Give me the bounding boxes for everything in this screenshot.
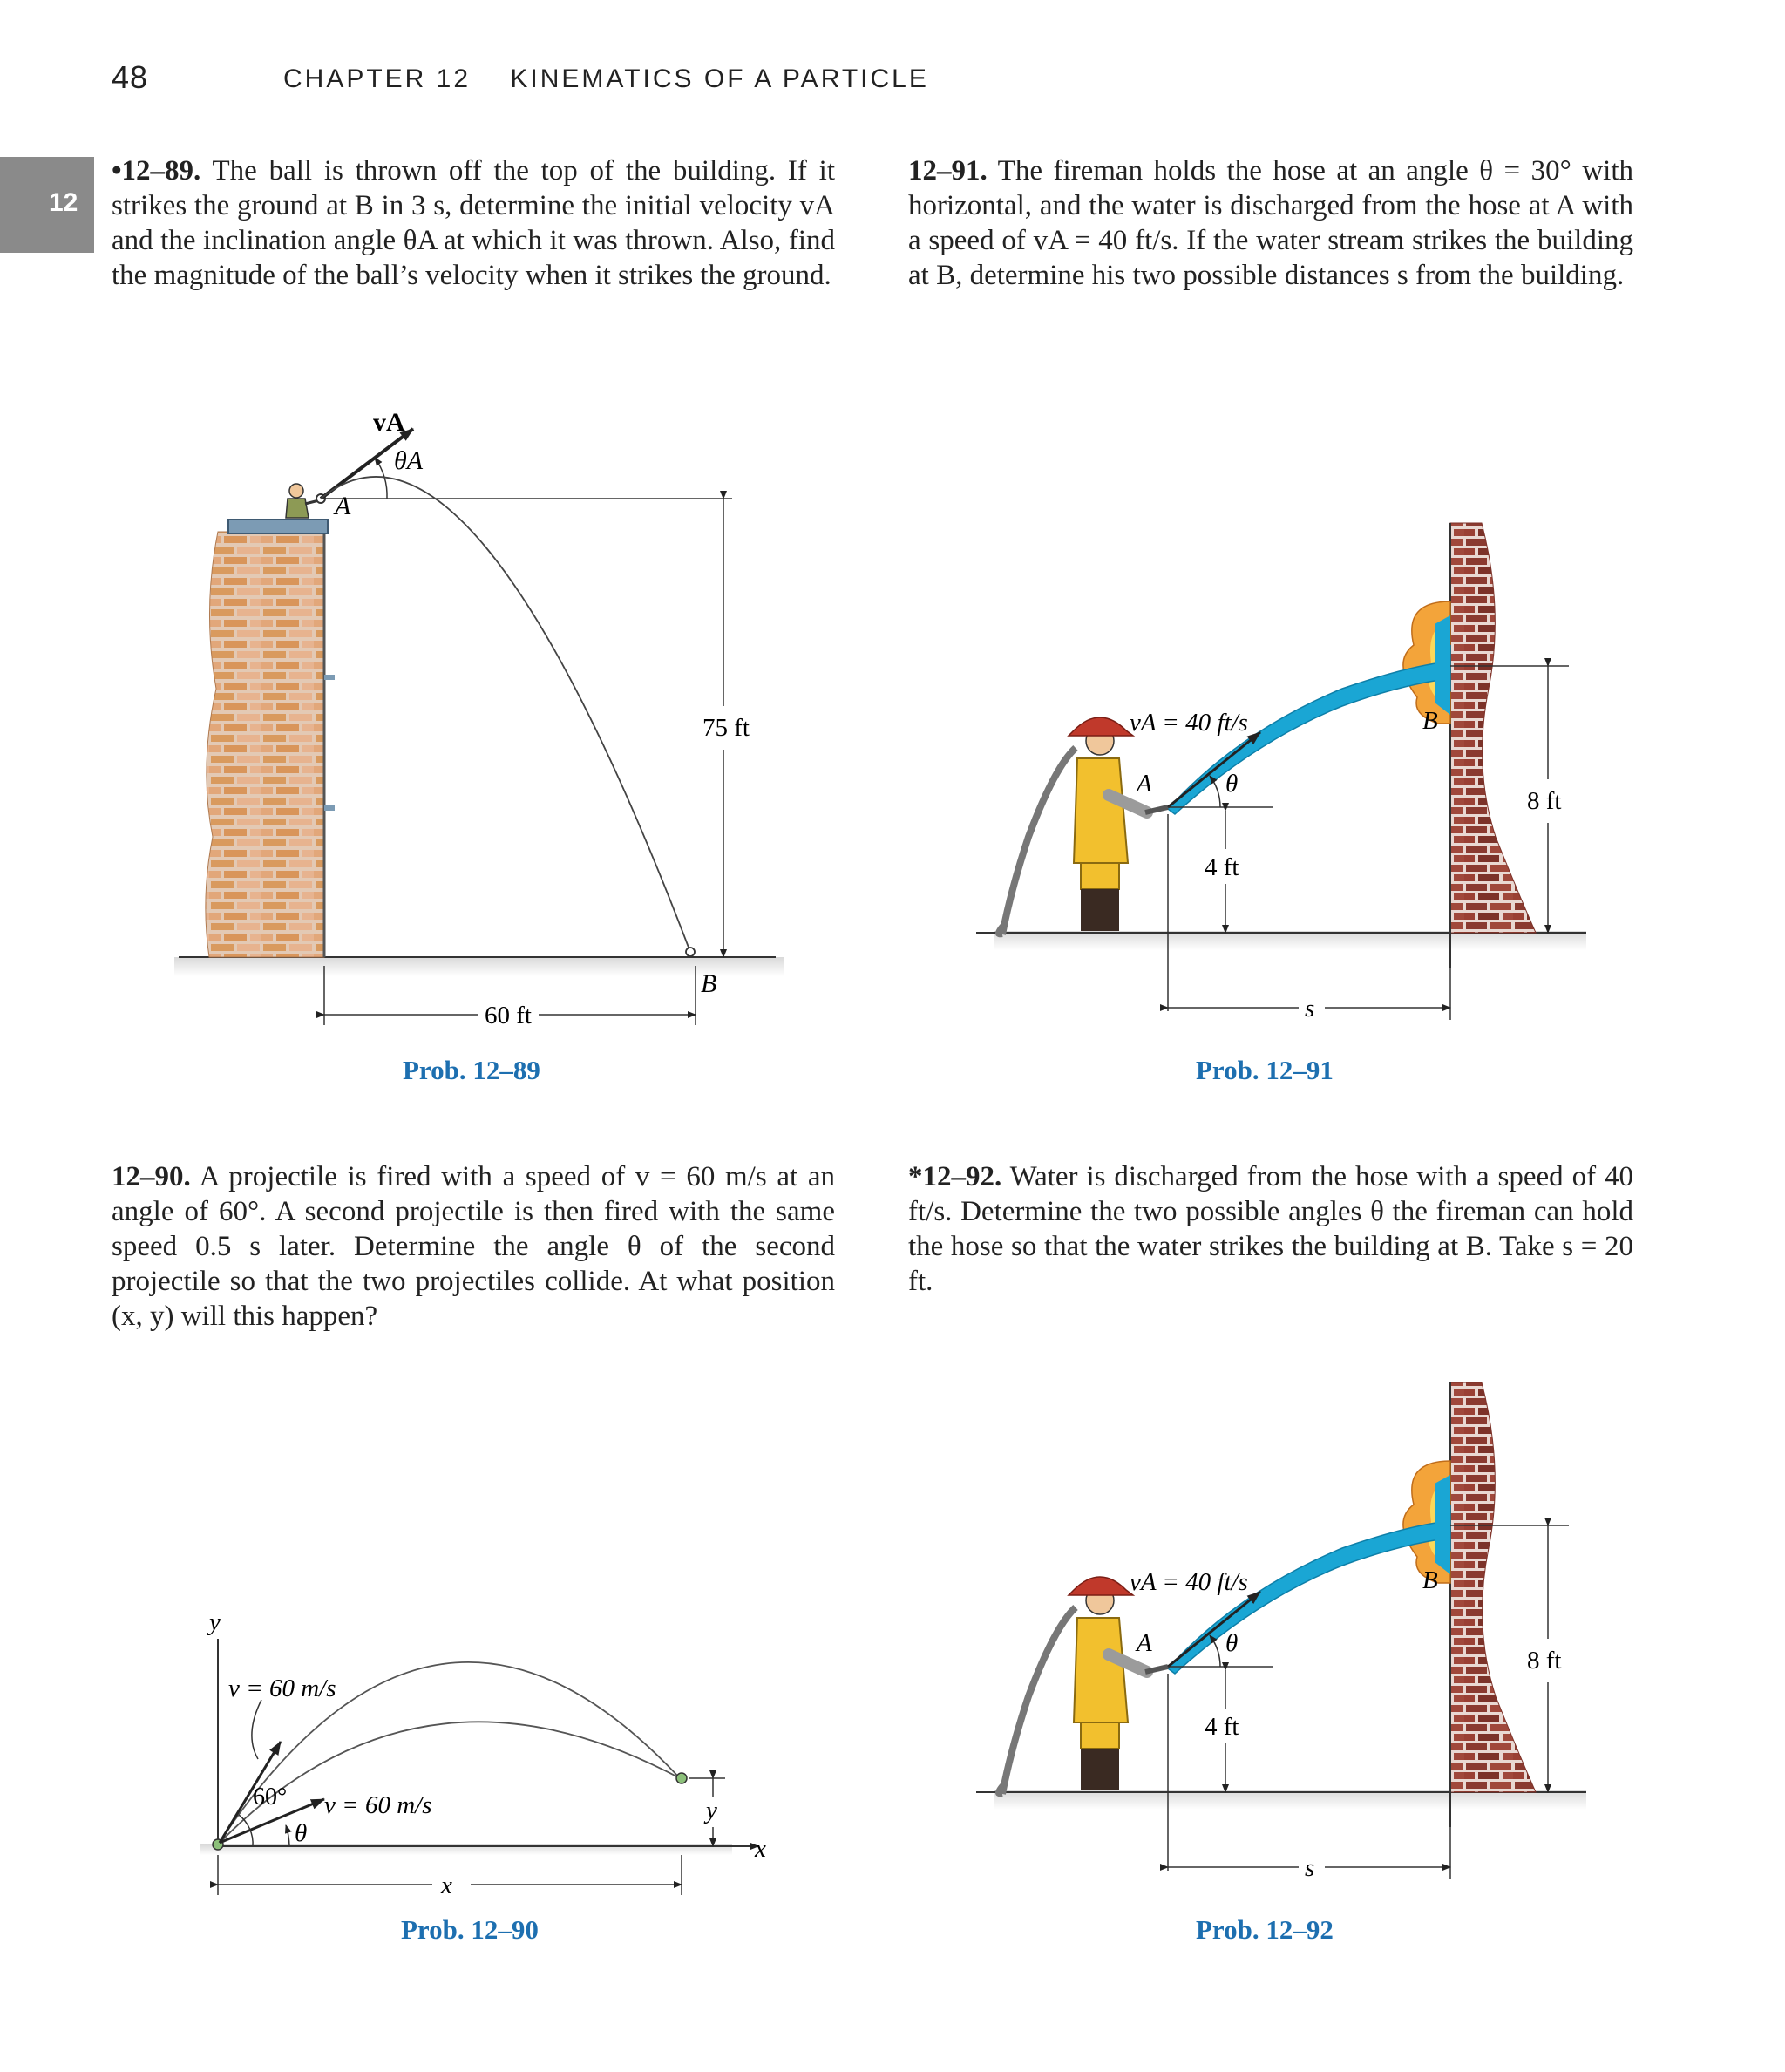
label-8ft: 8 ft: [1527, 1647, 1562, 1675]
trajectory-2: [218, 1722, 680, 1844]
figure-12-89: [174, 408, 784, 1029]
label-B: B: [1422, 1566, 1438, 1594]
chapter-tab-label: 12: [49, 188, 78, 217]
ball-landing: [686, 948, 695, 956]
label-y-dim: y: [706, 1797, 717, 1824]
chapter-title: KINEMATICS OF A PARTICLE: [510, 65, 929, 93]
ledge: [324, 675, 335, 680]
trajectory: [321, 477, 690, 952]
leader-line: [252, 1700, 261, 1759]
caption-12-92: Prob. 12–92: [1196, 1914, 1334, 1945]
ground-shadow: [174, 957, 784, 976]
collision-point: [676, 1773, 687, 1783]
brick-wall: [1450, 523, 1536, 933]
figure-12-90: [200, 1608, 766, 1899]
ground-shadow: [994, 931, 1586, 950]
problem-number: 12–90.: [112, 1161, 191, 1192]
water-splash: [1435, 1475, 1450, 1574]
label-A: A: [335, 492, 351, 520]
velocity-arrow: [1168, 1592, 1260, 1667]
fireman-figure: [998, 1577, 1168, 1794]
label-4ft: 4 ft: [1205, 1713, 1239, 1741]
label-A: A: [1137, 1629, 1152, 1657]
label-v1: v = 60 m/s: [228, 1675, 336, 1702]
velocity-arrow: [1168, 732, 1260, 807]
label-height: 75 ft: [702, 714, 750, 742]
brick-wall: [1450, 1382, 1536, 1792]
problem-text: A projectile is fired with a speed of v = 60 m/s at an angle of 60°. A second projectile is then fired with the same speed 0.5 s later. Determine the angle θ of the second projectile so that the two projectiles collide. At what position (x, y) will this happen?: [112, 1161, 835, 1332]
angle-arc: [375, 458, 387, 499]
label-thetaA: θA: [394, 446, 424, 475]
thrower-figure: [286, 484, 319, 518]
label-dist: 60 ft: [485, 1002, 532, 1029]
problem-text: The fireman holds the hose at an angle θ = 30° with horizontal, and the water is discharged from the hose at A with a speed of vA = 40 ft/s. If the water stream strikes the building at B, determine his two possible distances s from the building.: [908, 155, 1634, 291]
problem-number: *12–92.: [908, 1161, 1002, 1192]
label-B: B: [1422, 707, 1438, 735]
label-x-axis: x: [755, 1835, 766, 1863]
caption-12-91: Prob. 12–91: [1196, 1055, 1334, 1085]
label-theta: θ: [295, 1819, 308, 1847]
page-number: 48: [112, 59, 149, 95]
roof-slab: [228, 520, 328, 533]
problem-number: •12–89.: [112, 155, 201, 187]
problem-text: The ball is thrown off the top of the building. If it strikes the ground at B in 3 s, determine the initial velocity vA and the inclination angle θA at which it was thrown. Also, find the magnitude of the ball’s velocity when it strikes the ground.: [112, 155, 836, 291]
label-vA: vA = 40 ft/s: [1130, 709, 1248, 737]
chapter-label: CHAPTER 12: [283, 65, 472, 93]
label-s: s: [1305, 1854, 1315, 1882]
fireman-figure: [998, 717, 1168, 934]
label-x-dim: x: [441, 1872, 452, 1899]
label-v2: v = 60 m/s: [324, 1791, 432, 1819]
water-splash: [1435, 615, 1450, 715]
label-A: A: [1137, 770, 1152, 798]
label-60deg: 60°: [253, 1783, 288, 1810]
label-B: B: [701, 969, 717, 998]
caption-12-89: Prob. 12–89: [403, 1055, 540, 1085]
label-vA: vA: [373, 408, 405, 437]
label-theta: θ: [1225, 1629, 1239, 1657]
caption-12-90: Prob. 12–90: [401, 1914, 539, 1945]
label-y-axis: y: [209, 1608, 221, 1636]
label-theta: θ: [1225, 770, 1239, 798]
figure-12-92: [976, 1382, 1586, 1882]
ledge: [324, 805, 335, 811]
theta-arc: [286, 1825, 289, 1846]
brick-building: [206, 532, 324, 957]
label-8ft: 8 ft: [1527, 787, 1562, 815]
label-4ft: 4 ft: [1205, 853, 1239, 881]
label-vA: vA = 40 ft/s: [1130, 1568, 1248, 1596]
problem-number: 12–91.: [908, 155, 988, 187]
label-s: s: [1305, 995, 1315, 1022]
ground-shadow: [994, 1790, 1586, 1810]
figure-12-91: [976, 523, 1586, 1022]
problem-text: Water is discharged from the hose with a speed of 40 ft/s. Determine the two possible angles θ the fireman can hold the hose so that the water strikes the building at B. Take s = 20 ft.: [908, 1161, 1633, 1297]
